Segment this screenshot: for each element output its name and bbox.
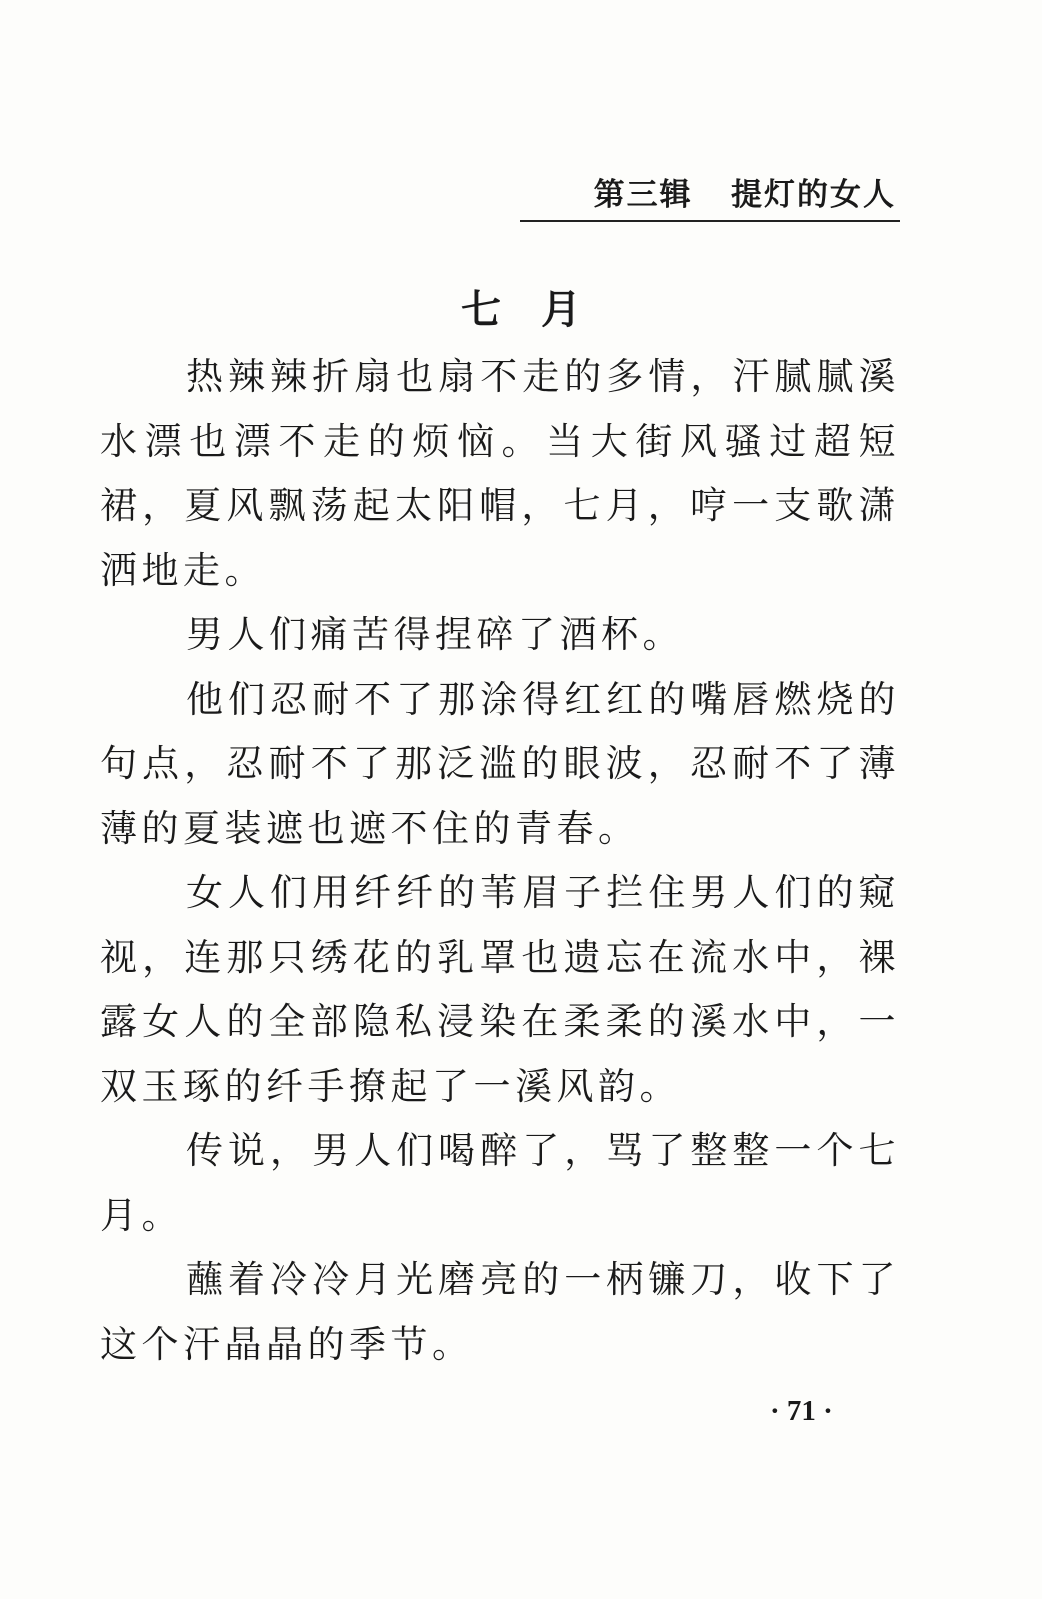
paragraph: 传说，男人们喝醉了，骂了整整一个七月。: [100, 1129, 900, 1237]
article-body: [100, 345, 900, 1377]
paragraph: 女人们用纤纤的苇眉子拦住男人们的窥视，连那只绣花的乳罩也遗忘在流水中，裸露女人的全部隐私浸染在柔柔的溪水中，一双玉琢的纤手撩起了一溪风韵。: [100, 871, 900, 1108]
paragraph: 热辣辣折扇也扇不走的多情，汗腻腻溪水漂也漂不走的烦恼。当大街风骚过超短裙，夏风飘荡起太阳帽，七月，哼一支歌潇洒地走。: [100, 355, 900, 592]
paragraph: 男人们痛苦得捏碎了酒杯。: [186, 613, 684, 656]
paragraph: 他们忍耐不了那涂得红红的嘴唇燃烧的句点，忍耐不了那泛滥的眼波，忍耐不了薄薄的夏装遮也遮不住的青春。: [100, 677, 900, 850]
running-header: [520, 170, 900, 222]
page-number: · 71 ·: [770, 1395, 833, 1427]
article-title: 七 月: [461, 287, 581, 333]
running-header-title: 第三辑 提灯的女人: [593, 177, 896, 213]
paragraph: 蘸着冷冷月光磨亮的一柄镰刀，收下了这个汗晶晶的季节。: [100, 1258, 900, 1366]
